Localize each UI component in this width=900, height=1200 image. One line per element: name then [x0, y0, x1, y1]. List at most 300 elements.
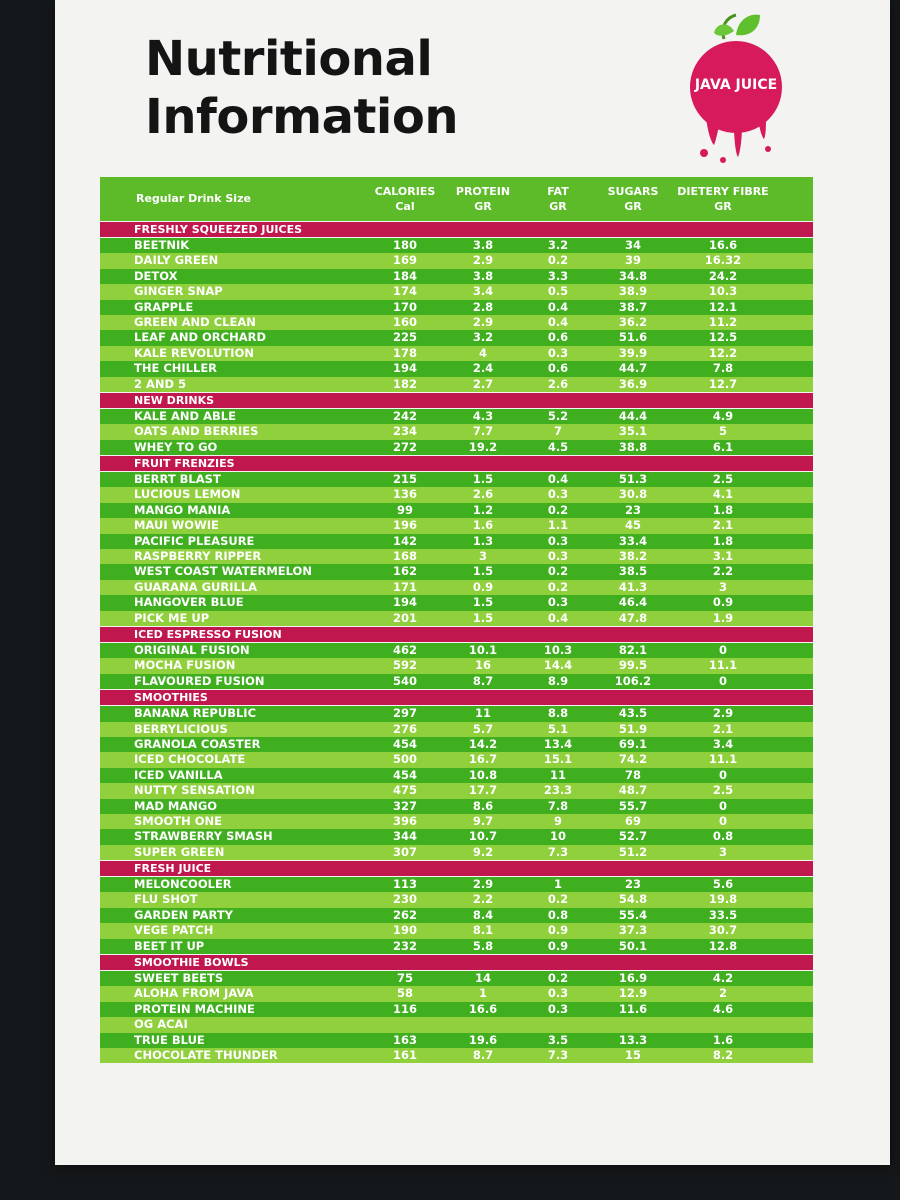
table-row [100, 424, 813, 439]
fat-cell: 0.3 [547, 487, 569, 502]
protein-cell: 2.9 [472, 253, 494, 268]
fat-cell: 15.1 [543, 752, 573, 767]
fat-cell: 1 [553, 877, 562, 892]
drink-name: FLAVOURED FUSION [134, 673, 265, 688]
protein-cell: 8.1 [472, 923, 494, 938]
fibre-cell: 30.7 [708, 923, 738, 938]
fat-cell: 8.9 [547, 673, 569, 688]
sugars-cell: 55.7 [618, 798, 648, 813]
fat-cell: 0.6 [547, 330, 569, 345]
fat-cell: 2.6 [547, 376, 569, 391]
table-row [100, 595, 813, 610]
title-line-1: Nutritional [145, 31, 433, 87]
fat-cell: 7.8 [547, 798, 569, 813]
fat-cell: 14.4 [543, 658, 573, 673]
sugars-cell: 11.6 [618, 1001, 648, 1016]
drink-name: MANGO MANIA [134, 502, 231, 517]
fibre-cell: 12.8 [708, 938, 738, 953]
fat-cell: 5.1 [547, 721, 569, 736]
drink-name: WHEY TO GO [134, 439, 218, 454]
drink-name: HANGOVER BLUE [134, 595, 244, 610]
table-row [100, 971, 813, 986]
table-row [100, 1017, 813, 1032]
drink-name: MELONCOOLER [134, 877, 232, 892]
fibre-cell: 4.6 [712, 1001, 734, 1016]
sugars-cell: 51.2 [618, 844, 648, 859]
sugars-cell: 52.7 [618, 829, 648, 844]
sugars-cell: 69.1 [618, 736, 648, 751]
drink-name: SUPER GREEN [134, 844, 225, 859]
protein-cell: 3 [478, 549, 487, 564]
calories-cell: 454 [392, 767, 417, 782]
section-header: FRESHLY SQUEEZED JUICES [100, 222, 813, 237]
calories-cell: 113 [392, 877, 417, 892]
fibre-cell: 0 [718, 767, 727, 782]
table-row [100, 487, 813, 502]
table-row [100, 580, 813, 595]
fat-cell: 0.8 [547, 907, 569, 922]
sugars-cell: 38.8 [618, 439, 648, 454]
calories-cell: 194 [392, 361, 417, 376]
calories-cell: 297 [392, 706, 417, 721]
drink-name: ALOHA FROM JAVA [134, 986, 254, 1001]
calories-cell: 184 [392, 268, 417, 283]
protein-cell: 1.5 [472, 564, 494, 579]
fibre-cell: 0 [718, 673, 727, 688]
table-row [100, 783, 813, 798]
table-row [100, 923, 813, 938]
drink-name: 2 AND 5 [134, 376, 187, 391]
drink-name: PACIFIC PLEASURE [134, 533, 255, 548]
section-header: ICED ESPRESSO FUSION [100, 627, 813, 642]
drink-name: KALE REVOLUTION [134, 345, 254, 360]
calories-cell: 196 [392, 518, 417, 533]
fibre-cell: 0.8 [712, 829, 734, 844]
fibre-cell: 3.4 [712, 736, 734, 751]
fibre-cell: 5.6 [712, 877, 734, 892]
calories-cell: 230 [392, 892, 417, 907]
protein-cell: 16.7 [468, 752, 498, 767]
calories-cell: 99 [396, 502, 413, 517]
fibre-cell: 2.2 [712, 564, 734, 579]
fibre-cell: 3.1 [712, 549, 734, 564]
protein-cell: 19.2 [468, 439, 498, 454]
protein-cell: 1.6 [472, 518, 494, 533]
fibre-cell: 19.8 [708, 892, 738, 907]
calories-cell: 307 [392, 844, 417, 859]
protein-cell: 1.5 [472, 472, 494, 487]
protein-cell: 3.2 [472, 330, 494, 345]
protein-cell: 2.9 [472, 314, 494, 329]
sugars-cell: 13.3 [618, 1032, 648, 1047]
fat-cell: 0.3 [547, 345, 569, 360]
fat-cell: 7 [553, 424, 562, 439]
fibre-cell: 8.2 [712, 1047, 734, 1062]
table-row [100, 1033, 813, 1048]
table-row [100, 330, 813, 345]
calories-cell: 540 [392, 673, 417, 688]
drink-name: SMOOTH ONE [134, 813, 223, 828]
table-row [100, 1002, 813, 1017]
calories-cell: 462 [392, 642, 417, 657]
sugars-cell: 38.2 [618, 549, 648, 564]
sugars-cell: 38.5 [618, 564, 648, 579]
fibre-cell: 1.8 [712, 502, 734, 517]
drink-name: GRAPPLE [134, 299, 194, 314]
sugars-cell: 33.4 [618, 533, 648, 548]
fibre-cell: 16.6 [708, 238, 738, 252]
sugars-cell: 50.1 [618, 938, 648, 953]
drink-name: LEAF AND ORCHARD [134, 330, 267, 345]
fat-cell: 10 [549, 829, 566, 844]
sugars-cell: 47.8 [618, 610, 648, 625]
table-row [100, 472, 813, 487]
protein-header: PROTEIN GR [455, 185, 511, 213]
fat-cell: 9 [553, 813, 562, 828]
sugars-cell: 23 [624, 877, 641, 892]
sugars-cell: 44.4 [618, 408, 648, 423]
protein-cell: 4 [478, 345, 487, 360]
sugars-cell: 36.2 [618, 314, 648, 329]
fat-cell: 0.3 [547, 533, 569, 548]
table-row [100, 440, 813, 455]
table-row [100, 409, 813, 424]
table-row [100, 611, 813, 626]
drink-name: BEETNIK [134, 238, 190, 252]
table-row [100, 361, 813, 376]
calories-cell: 178 [392, 345, 417, 360]
table-row [100, 1048, 813, 1063]
drink-name: GREEN AND CLEAN [134, 314, 256, 329]
section-header: SMOOTHIE BOWLS [100, 955, 813, 970]
page-title [145, 30, 458, 146]
calories-cell: 75 [396, 971, 413, 986]
table-row [100, 253, 813, 268]
fat-cell: 13.4 [543, 736, 573, 751]
calories-cell: 161 [392, 1047, 417, 1062]
calories-cell: 272 [392, 439, 417, 454]
calories-cell: 190 [392, 923, 417, 938]
table-row [100, 722, 813, 737]
protein-cell: 5.8 [472, 938, 494, 953]
table-row [100, 706, 813, 721]
protein-cell: 9.7 [472, 813, 494, 828]
drink-name: GINGER SNAP [134, 284, 223, 299]
fibre-header: DIETERY FIBRE GR [677, 185, 769, 213]
fat-cell: 0.6 [547, 361, 569, 376]
protein-cell: 8.7 [472, 673, 494, 688]
fibre-cell: 1.9 [712, 610, 734, 625]
table-row [100, 658, 813, 673]
calories-cell: 225 [392, 330, 417, 345]
sugars-cell: 55.4 [618, 907, 648, 922]
fat-cell: 0.3 [547, 986, 569, 1001]
table-row [100, 518, 813, 533]
sugars-cell: 106.2 [614, 673, 652, 688]
drink-name: VEGE PATCH [134, 923, 214, 938]
drink-name: MAUI WOWIE [134, 518, 219, 533]
table-header [100, 177, 813, 221]
sugars-cell: 39.9 [618, 345, 648, 360]
fat-cell: 0.2 [547, 253, 569, 268]
protein-cell: 14.2 [468, 736, 498, 751]
fibre-cell: 11.1 [708, 752, 738, 767]
protein-cell: 1.5 [472, 595, 494, 610]
drink-name: FLU SHOT [134, 892, 198, 907]
table-row [100, 564, 813, 579]
protein-cell: 5.7 [472, 721, 494, 736]
calories-cell: 454 [392, 736, 417, 751]
fibre-cell: 4.1 [712, 487, 734, 502]
nutrition-table [100, 177, 813, 1063]
sugars-header: SUGARS GR [607, 185, 659, 213]
fat-cell: 1.1 [547, 518, 569, 533]
table-row [100, 503, 813, 518]
drink-name: DETOX [134, 268, 178, 283]
calories-cell: 174 [392, 284, 417, 299]
table-row [100, 986, 813, 1001]
protein-cell: 17.7 [468, 783, 498, 798]
sugars-cell: 45 [624, 518, 641, 533]
drink-name: WEST COAST WATERMELON [134, 564, 312, 579]
section-header: SMOOTHIES [100, 690, 813, 705]
calories-cell: 242 [392, 408, 417, 423]
calories-cell: 162 [392, 564, 417, 579]
fibre-cell: 12.5 [708, 330, 738, 345]
sugars-cell: 82.1 [618, 642, 648, 657]
calories-cell: 171 [392, 579, 417, 594]
drink-name: PROTEIN MACHINE [134, 1001, 255, 1016]
calories-cell: 163 [392, 1032, 417, 1047]
calories-cell: 201 [392, 610, 417, 625]
table-row [100, 269, 813, 284]
fibre-cell: 0 [718, 798, 727, 813]
protein-cell: 11 [474, 706, 491, 721]
sugars-cell: 41.3 [618, 579, 648, 594]
fat-header: FAT GR [547, 185, 569, 213]
drink-name: BEET IT UP [134, 938, 205, 953]
fibre-cell: 24.2 [708, 268, 738, 283]
calories-cell: 58 [396, 986, 413, 1001]
protein-cell: 2.9 [472, 877, 494, 892]
sugars-cell: 69 [624, 813, 641, 828]
calories-cell: 232 [392, 938, 417, 953]
calories-cell: 396 [392, 813, 417, 828]
protein-cell: 2.8 [472, 299, 494, 314]
sugars-cell: 43.5 [618, 706, 648, 721]
drink-name: DAILY GREEN [134, 253, 219, 268]
calories-cell: 592 [392, 658, 417, 673]
drink-name: NUTTY SENSATION [134, 783, 255, 798]
drink-name: THE CHILLER [134, 361, 218, 376]
fibre-cell: 2 [718, 986, 727, 1001]
sugars-cell: 30.8 [618, 487, 648, 502]
drink-name: MOCHA FUSION [134, 658, 236, 673]
fat-cell: 3.5 [547, 1032, 569, 1047]
protein-cell: 8.7 [472, 1047, 494, 1062]
drink-name: BERRT BLAST [134, 472, 221, 487]
fat-cell: 8.8 [547, 706, 569, 721]
section-header: FRUIT FRENZIES [100, 456, 813, 471]
protein-cell: 1 [478, 986, 487, 1001]
drink-name: CHOCOLATE THUNDER [134, 1047, 278, 1062]
calories-cell: 170 [392, 299, 417, 314]
table-row [100, 799, 813, 814]
sugars-cell: 16.9 [618, 971, 648, 986]
sugars-cell: 99.5 [618, 658, 648, 673]
drink-name: BANANA REPUBLIC [134, 706, 257, 721]
protein-cell: 2.6 [472, 487, 494, 502]
drink-name: KALE AND ABLE [134, 408, 236, 423]
sugars-cell: 74.2 [618, 752, 648, 767]
protein-cell: 16.6 [468, 1001, 498, 1016]
protein-cell: 2.7 [472, 376, 494, 391]
calories-cell: 215 [392, 472, 417, 487]
protein-cell: 1.5 [472, 610, 494, 625]
sugars-cell: 51.3 [618, 472, 648, 487]
protein-cell: 10.8 [468, 767, 498, 782]
fat-cell: 3.3 [547, 268, 569, 283]
table-row [100, 845, 813, 860]
sugars-cell: 36.9 [618, 376, 648, 391]
table-row [100, 674, 813, 689]
protein-cell: 3.4 [472, 284, 494, 299]
fat-cell: 0.2 [547, 502, 569, 517]
fat-cell: 0.3 [547, 1001, 569, 1016]
fibre-cell: 10.3 [708, 284, 738, 299]
sugars-cell: 54.8 [618, 892, 648, 907]
table-row [100, 829, 813, 844]
sugars-cell: 34.8 [618, 268, 648, 283]
fat-cell: 0.4 [547, 472, 569, 487]
fat-cell: 3.2 [547, 238, 569, 252]
table-row [100, 814, 813, 829]
sugars-cell: 78 [624, 767, 641, 782]
fibre-cell: 16.32 [704, 253, 742, 268]
fat-cell: 4.5 [547, 439, 569, 454]
fibre-cell: 2.1 [712, 721, 734, 736]
sugars-cell: 12.9 [618, 986, 648, 1001]
table-row [100, 238, 813, 253]
calories-cell: 116 [392, 1001, 417, 1016]
calories-cell: 168 [392, 549, 417, 564]
table-row [100, 643, 813, 658]
drink-name: ORIGINAL FUSION [134, 642, 250, 657]
fat-cell: 0.2 [547, 971, 569, 986]
fibre-cell: 0 [718, 642, 727, 657]
protein-cell: 3.8 [472, 268, 494, 283]
drink-name: BERRYLICIOUS [134, 721, 228, 736]
fibre-cell: 2.9 [712, 706, 734, 721]
table-row [100, 892, 813, 907]
title-line-2: Information [145, 89, 459, 145]
protein-cell: 8.4 [472, 907, 494, 922]
sugars-cell: 38.7 [618, 299, 648, 314]
calories-cell: 169 [392, 253, 417, 268]
calories-cell: 136 [392, 487, 417, 502]
fat-cell: 7.3 [547, 844, 569, 859]
calories-cell: 475 [392, 783, 417, 798]
fat-cell: 0.2 [547, 892, 569, 907]
calories-cell: 180 [392, 238, 417, 252]
drink-name: GARDEN PARTY [134, 907, 234, 922]
calories-cell: 160 [392, 314, 417, 329]
calories-cell: 327 [392, 798, 417, 813]
calories-cell: 276 [392, 721, 417, 736]
fibre-cell: 2.1 [712, 518, 734, 533]
fat-cell: 0.2 [547, 564, 569, 579]
fat-cell: 5.2 [547, 408, 569, 423]
protein-cell: 14 [474, 971, 491, 986]
fibre-cell: 2.5 [712, 783, 734, 798]
fat-cell: 0.9 [547, 938, 569, 953]
fat-cell: 11 [549, 767, 566, 782]
calories-cell: 262 [392, 907, 417, 922]
sugars-cell: 48.7 [618, 783, 648, 798]
fat-cell: 0.4 [547, 299, 569, 314]
sugars-cell: 51.9 [618, 721, 648, 736]
drink-name: ICED CHOCOLATE [134, 752, 246, 767]
sugars-cell: 15 [624, 1047, 641, 1062]
drink-name: TRUE BLUE [134, 1032, 205, 1047]
fat-cell: 0.3 [547, 595, 569, 610]
protein-cell: 0.9 [472, 579, 494, 594]
java-juice-logo [676, 5, 796, 165]
fat-cell: 10.3 [543, 642, 573, 657]
protein-cell: 10.7 [468, 829, 498, 844]
drink-name: GUARANA GURILLA [134, 579, 258, 594]
table-row [100, 284, 813, 299]
sugars-cell: 39 [624, 253, 641, 268]
protein-cell: 7.7 [472, 424, 494, 439]
fibre-cell: 7.8 [712, 361, 734, 376]
drink-name: STRAWBERRY SMASH [134, 829, 273, 844]
protein-cell: 2.4 [472, 361, 494, 376]
fat-cell: 0.4 [547, 314, 569, 329]
fat-cell: 0.5 [547, 284, 569, 299]
fibre-cell: 12.7 [708, 376, 738, 391]
drink-name: RASPBERRY RIPPER [134, 549, 262, 564]
fibre-cell: 1.8 [712, 533, 734, 548]
fat-cell: 0.4 [547, 610, 569, 625]
fibre-cell: 1.6 [712, 1032, 734, 1047]
fat-cell: 7.3 [547, 1047, 569, 1062]
fibre-cell: 5 [718, 424, 727, 439]
sugars-cell: 35.1 [618, 424, 648, 439]
protein-cell: 8.6 [472, 798, 494, 813]
drink-name: ICED VANILLA [134, 767, 223, 782]
fibre-cell: 4.2 [712, 971, 734, 986]
fibre-cell: 3 [718, 844, 727, 859]
fibre-cell: 6.1 [712, 439, 734, 454]
fat-cell: 23.3 [543, 783, 573, 798]
table-row [100, 534, 813, 549]
protein-cell: 1.3 [472, 533, 494, 548]
protein-cell: 2.2 [472, 892, 494, 907]
table-row [100, 939, 813, 954]
table-row [100, 752, 813, 767]
section-header: NEW DRINKS [100, 393, 813, 408]
table-row [100, 315, 813, 330]
fibre-cell: 12.2 [708, 345, 738, 360]
table-row [100, 877, 813, 892]
calories-cell: 142 [392, 533, 417, 548]
table-row [100, 768, 813, 783]
calories-cell: 182 [392, 376, 417, 391]
fibre-cell: 12.1 [708, 299, 738, 314]
drink-name: SWEET BEETS [134, 971, 224, 986]
drink-name: OG ACAI [134, 1017, 188, 1032]
